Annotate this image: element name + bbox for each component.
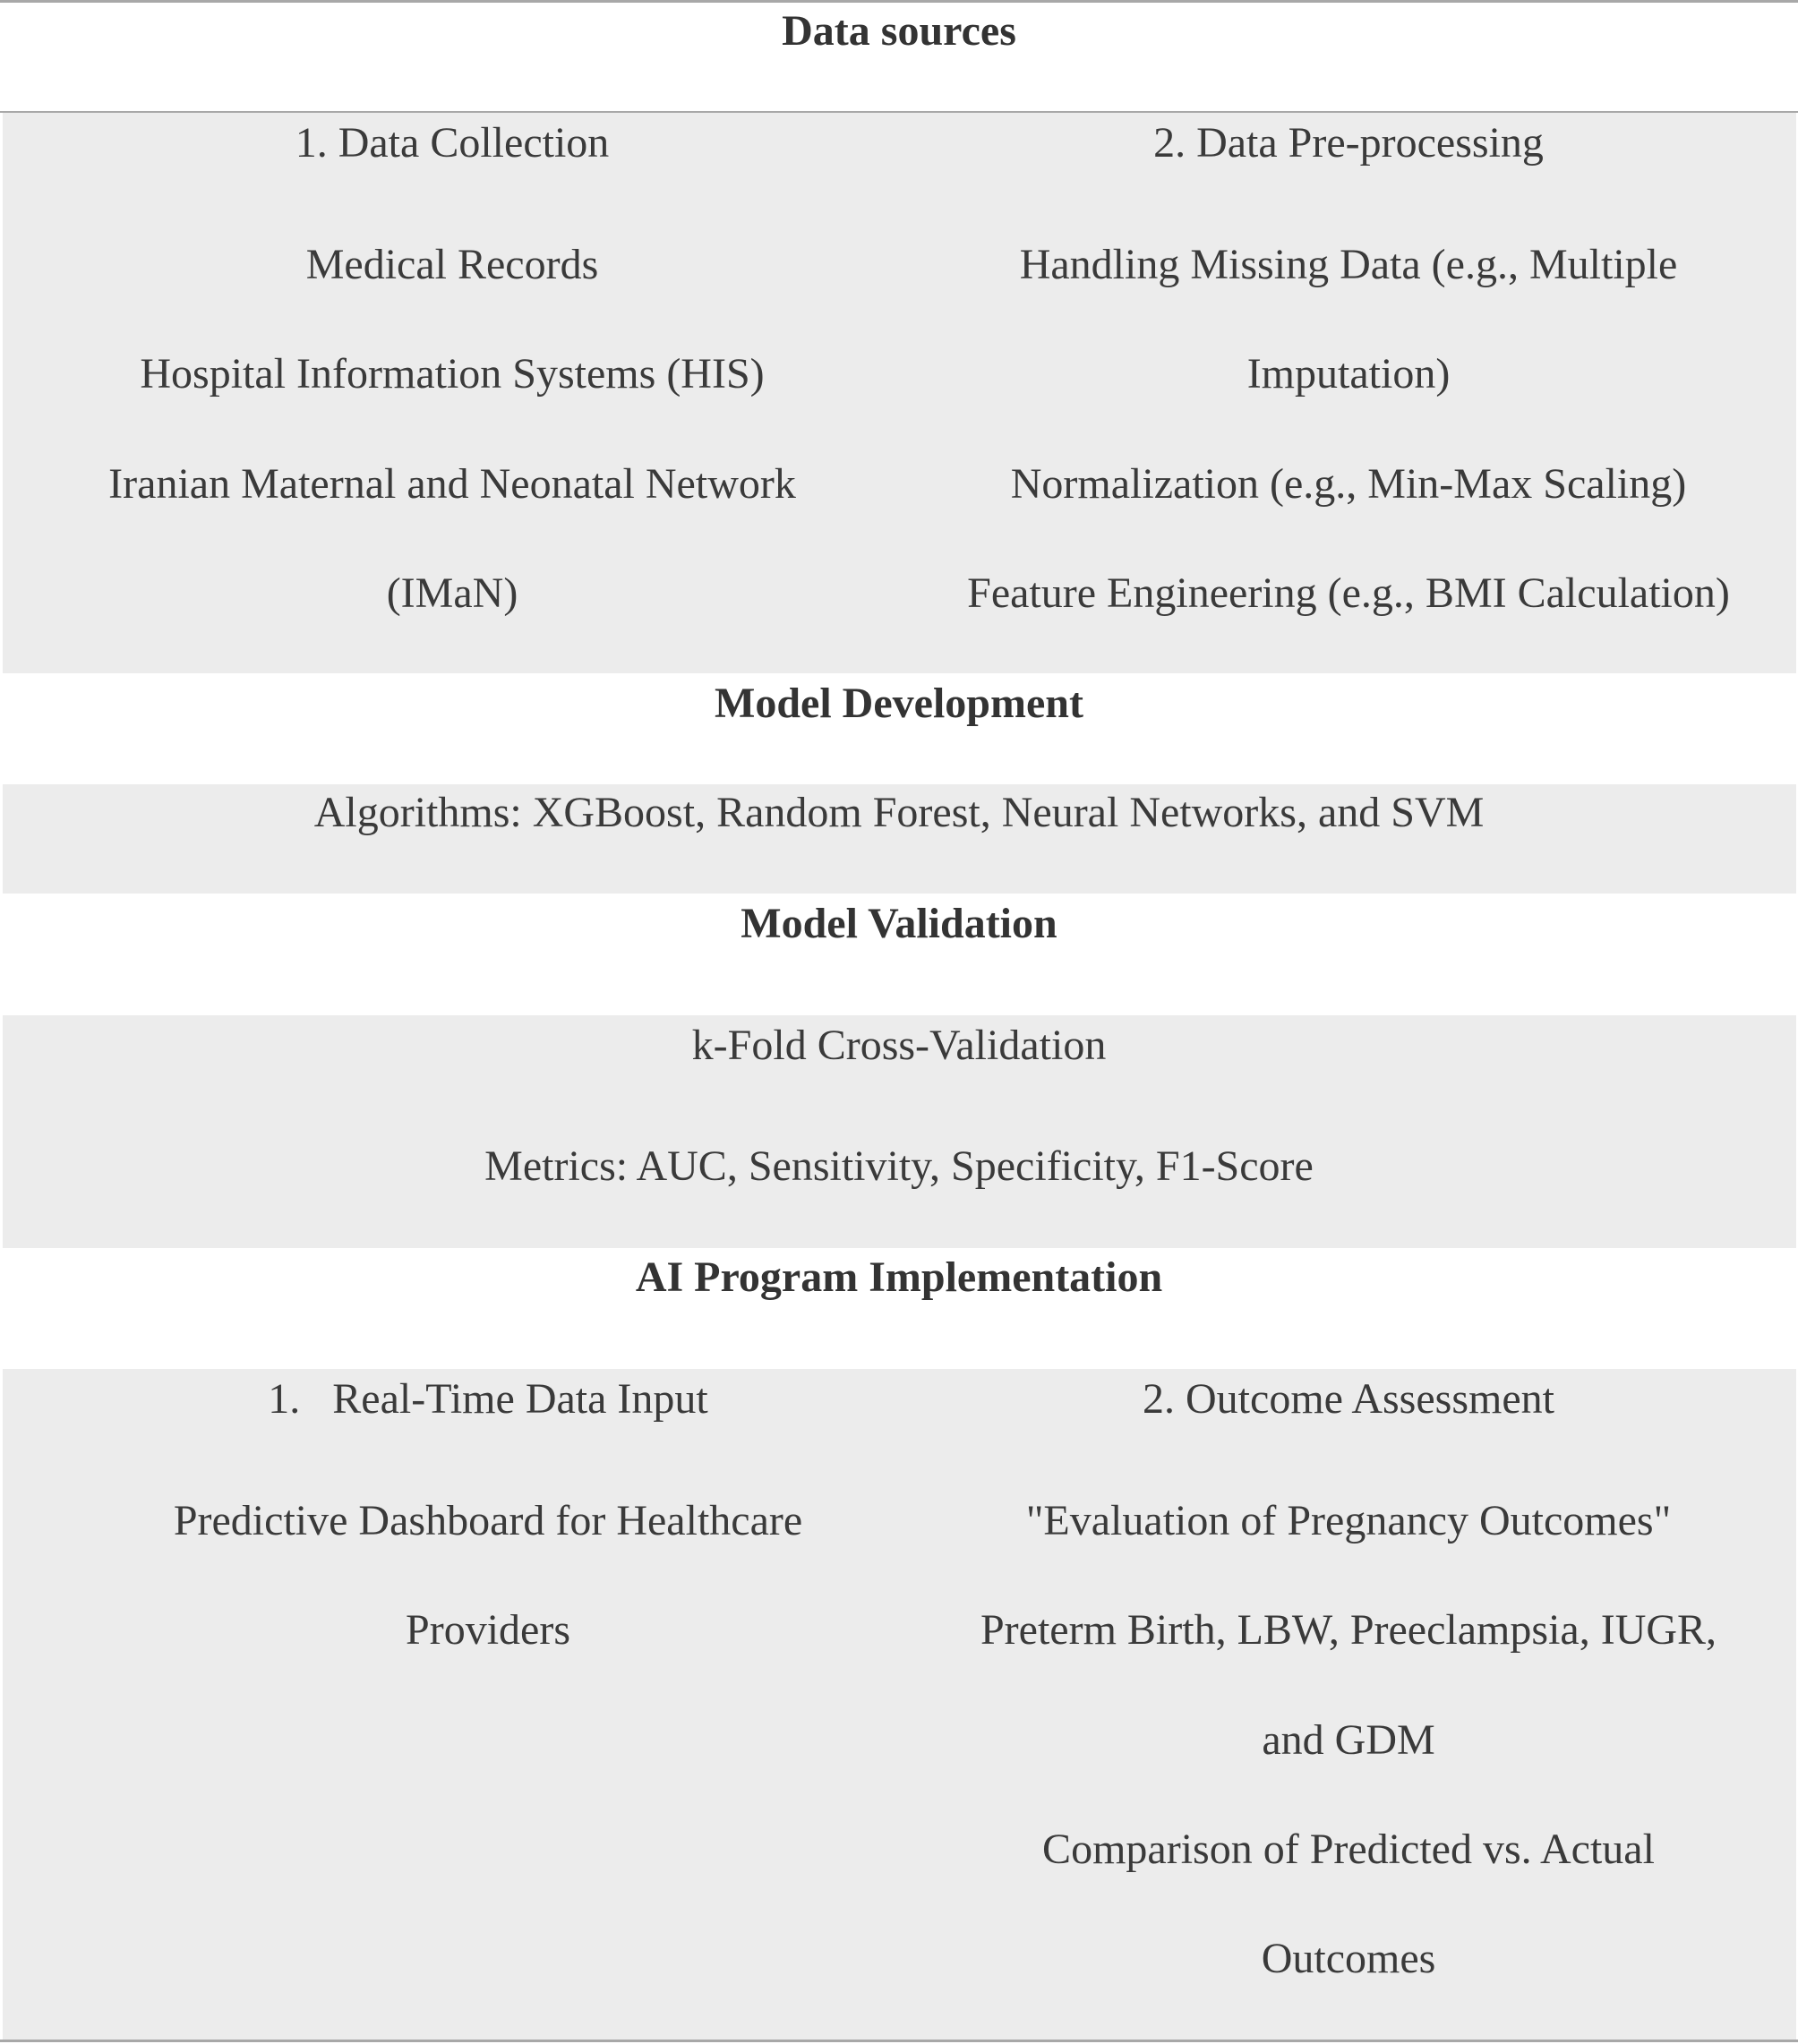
- outcome-assessment-heading: 2. Outcome Assessment: [1143, 1375, 1554, 1423]
- algorithms-text: Algorithms: XGBoost, Random Forest, Neural Networks, and SVM: [313, 789, 1485, 836]
- section-title-ai-implementation: AI Program Implementation: [635, 1253, 1163, 1301]
- outcome-assessment-item: Preterm Birth, LBW, Preeclampsia, IUGR,: [980, 1606, 1717, 1654]
- data-preprocessing-item: Imputation): [1246, 350, 1451, 398]
- outcome-assessment-item: Outcomes: [1261, 1935, 1436, 1982]
- bottom-rule: [0, 2040, 1798, 2042]
- data-preprocessing-item: Feature Engineering (e.g., BMI Calculation): [967, 569, 1730, 617]
- data-preprocessing-heading: 2. Data Pre-processing: [1153, 119, 1544, 167]
- realtime-input-item: Providers: [406, 1606, 570, 1654]
- data-collection-item: Medical Records: [305, 241, 599, 288]
- outcome-assessment-item: Comparison of Predicted vs. Actual: [1042, 1826, 1655, 1873]
- data-sources-divider: [0, 111, 1798, 113]
- ai-implementation-band: [3, 1369, 1796, 2040]
- realtime-input-item: Predictive Dashboard for Healthcare: [173, 1497, 803, 1544]
- validation-item: k-Fold Cross-Validation: [691, 1022, 1107, 1069]
- data-collection-item: Hospital Information Systems (HIS): [140, 350, 765, 398]
- top-rule: [0, 0, 1798, 3]
- data-collection-item: Iranian Maternal and Neonatal Network: [108, 460, 796, 508]
- section-title-data-sources: Data sources: [782, 7, 1016, 55]
- outcome-assessment-item: and GDM: [1262, 1716, 1435, 1764]
- data-collection-heading: 1. Data Collection: [295, 119, 610, 167]
- data-preprocessing-item: Handling Missing Data (e.g., Multiple: [1019, 241, 1678, 288]
- realtime-input-heading: 1. Real-Time Data Input: [268, 1375, 708, 1423]
- section-title-model-development: Model Development: [715, 680, 1083, 727]
- section-title-model-validation: Model Validation: [741, 900, 1057, 947]
- validation-item: Metrics: AUC, Sensitivity, Specificity, F1-Score: [484, 1142, 1314, 1190]
- data-preprocessing-item: Normalization (e.g., Min-Max Scaling): [1010, 460, 1687, 508]
- outcome-assessment-item: "Evaluation of Pregnancy Outcomes": [1025, 1497, 1672, 1544]
- data-collection-item: (IMaN): [386, 569, 518, 617]
